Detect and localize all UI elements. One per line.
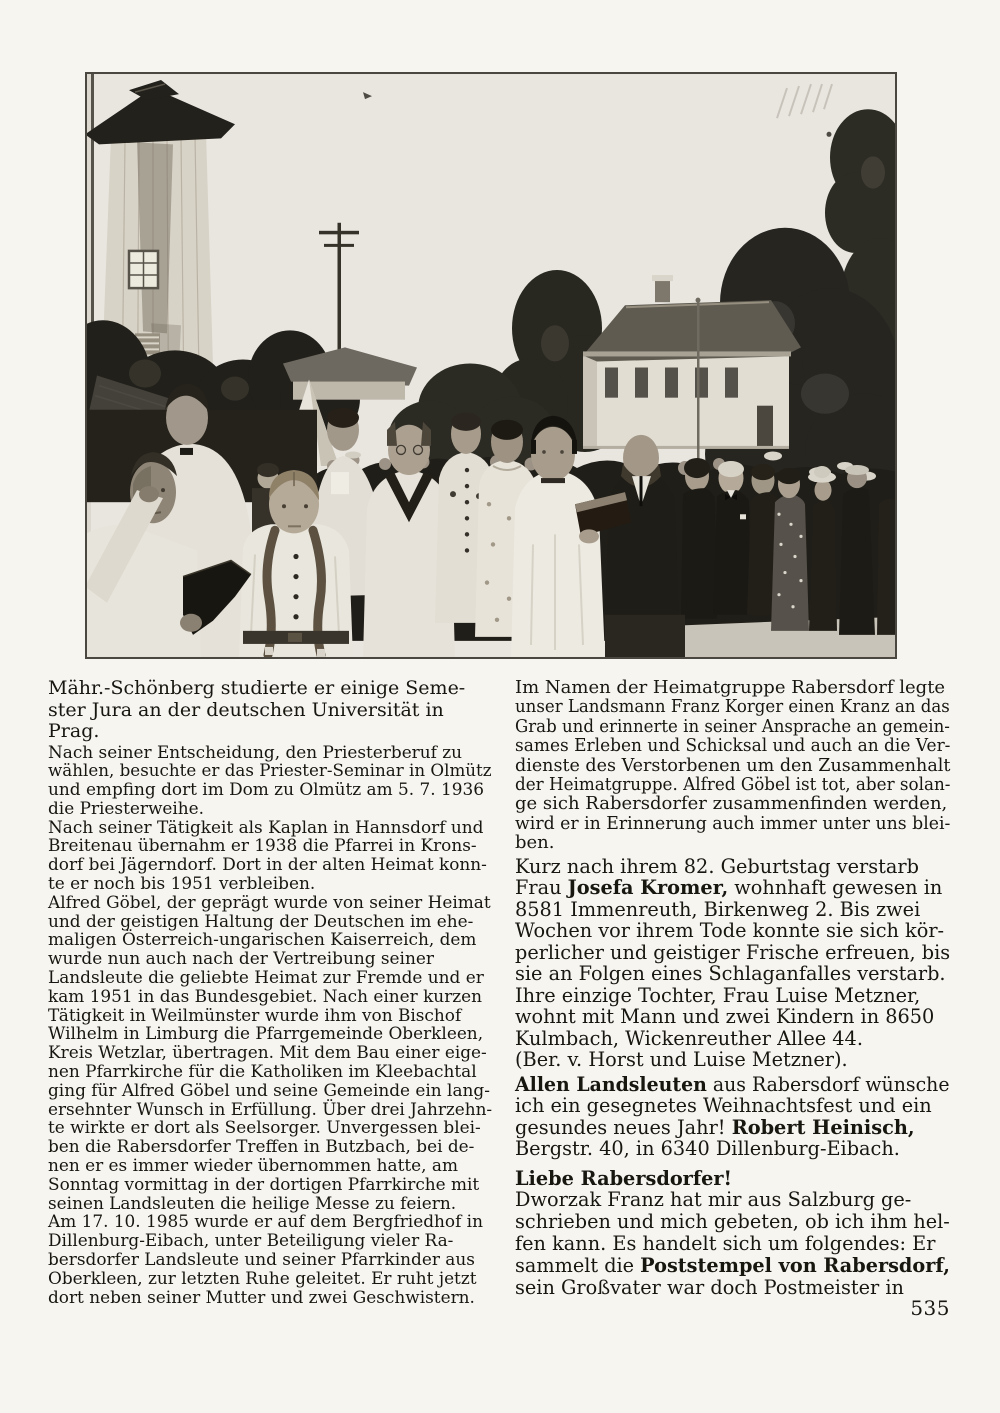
text: aus Rabersdorf wünsche bbox=[706, 1072, 950, 1096]
text-line bbox=[48, 780, 492, 799]
text-line bbox=[48, 912, 492, 931]
bold-text: Allen Landsleuten bbox=[515, 1072, 707, 1096]
text: sames Erleben und Schicksal und auch an die Ver- bbox=[515, 735, 951, 757]
text: fen kann. Es handelt sich um folgendes: Er bbox=[515, 1232, 936, 1256]
text: wird er in Erinnerung auch immer unter uns blei- bbox=[515, 812, 951, 834]
text: ersehnter Wunsch in Erfüllung. Über drei Jahrzehn- bbox=[48, 1098, 493, 1119]
text-line bbox=[48, 1006, 492, 1025]
text-line bbox=[48, 855, 492, 874]
text: Bergstr. 40, in 6340 Dillenburg-Eibach. bbox=[515, 1137, 900, 1161]
text-line bbox=[48, 1269, 492, 1288]
text-line bbox=[48, 1062, 492, 1081]
text: sie an Folgen eines Schlaganfalles verstarb. bbox=[515, 962, 946, 986]
paragraph bbox=[515, 1168, 950, 1299]
text: Frau bbox=[515, 876, 568, 900]
text-line bbox=[48, 1081, 492, 1100]
text-line bbox=[515, 754, 951, 776]
text: wohnhaft gewesen in bbox=[728, 876, 943, 900]
text-line bbox=[48, 1250, 492, 1269]
paragraph bbox=[48, 678, 492, 743]
text: Dworzak Franz hat mir aus Salzburg ge- bbox=[515, 1188, 912, 1212]
text-line bbox=[48, 678, 492, 700]
text-line bbox=[515, 985, 950, 1007]
text-line bbox=[515, 794, 950, 813]
text-line bbox=[48, 930, 492, 949]
text-line bbox=[515, 696, 950, 718]
text-line bbox=[515, 899, 950, 921]
text: der Heimatgruppe. Alfred Göbel ist tot, aber solan- bbox=[515, 774, 951, 796]
text-line bbox=[515, 1233, 950, 1255]
text: Dillenburg-Eibach, unter Beteiligung vieler Ra- bbox=[48, 1230, 454, 1251]
text: Prag. bbox=[48, 720, 100, 742]
paragraph bbox=[515, 856, 950, 1071]
text: Am 17. 10. 1985 wurde er auf dem Bergfriedhof in bbox=[48, 1211, 483, 1232]
text: und der geistigen Haltung der Deutschen im ehe- bbox=[48, 910, 474, 931]
text-line bbox=[48, 1194, 492, 1213]
text-line bbox=[515, 1095, 950, 1117]
text-line bbox=[515, 877, 950, 899]
text-line bbox=[515, 942, 949, 964]
procession-photo bbox=[85, 72, 897, 659]
text: nen er es immer wieder übernommen hatte, am bbox=[48, 1155, 459, 1176]
text: nen Pfarrkirche für die Katholiken im Kleebachtal bbox=[48, 1061, 477, 1082]
paragraph bbox=[48, 1212, 492, 1306]
text: schrieben und mich gebeten, ob ich ihm hel- bbox=[515, 1210, 950, 1234]
text-line bbox=[515, 1028, 950, 1050]
text-line bbox=[515, 1138, 950, 1160]
text: Nach seiner Tätigkeit als Kaplan in Hannsdorf und bbox=[48, 816, 484, 837]
text: ster Jura an der deutschen Universität in bbox=[48, 698, 444, 721]
text: te er noch bis 1951 verbleiben. bbox=[48, 873, 316, 894]
text: (Ber. v. Horst und Luise Metzner). bbox=[515, 1048, 848, 1072]
paragraph bbox=[48, 743, 492, 818]
text-line bbox=[48, 1175, 492, 1194]
text-line bbox=[515, 856, 950, 878]
text-line bbox=[515, 963, 950, 985]
text: ge sich Rabersdorfer zusammenfinden werden, bbox=[515, 793, 948, 815]
text: ben die Rabersdorfer Treffen in Butzbach, bei de- bbox=[48, 1136, 475, 1157]
text: Landsleute die geliebte Heimat zur Fremde und er bbox=[48, 967, 484, 988]
text: wurde nun auch nach der Vertreibung seiner bbox=[48, 948, 434, 969]
text: gesundes neues Jahr! bbox=[515, 1115, 732, 1139]
text-line bbox=[515, 678, 950, 697]
text: Ihre einzige Tochter, Frau Luise Metzner, bbox=[515, 983, 921, 1007]
text-line bbox=[48, 987, 492, 1006]
paragraph bbox=[48, 893, 492, 1213]
text: Kurz nach ihrem 82. Geburtstag verstarb bbox=[515, 854, 919, 878]
text-line bbox=[515, 1117, 950, 1139]
text: Sonntag vormittag in der dortigen Pfarrkirche mit bbox=[48, 1173, 480, 1194]
text: bersdorfer Landsleute und seiner Pfarrkinder aus bbox=[48, 1249, 475, 1270]
text: ging für Alfred Göbel und seine Gemeinde ein lang- bbox=[48, 1079, 490, 1100]
bold-text: Josefa Kromer, bbox=[567, 876, 729, 900]
text: maligen Österreich-ungarischen Kaiserreich, dem bbox=[48, 929, 477, 950]
text-line bbox=[48, 721, 492, 743]
text-line bbox=[515, 833, 950, 852]
bold-text: Liebe Rabersdorfer! bbox=[515, 1166, 733, 1190]
text-line bbox=[48, 700, 492, 722]
text: dorf bei Jägerndorf. Dort in der alten Heimat konn- bbox=[48, 854, 487, 875]
text-line bbox=[515, 715, 950, 737]
text-line bbox=[515, 774, 951, 796]
text-line bbox=[515, 920, 950, 942]
bold-text: Robert Heinisch, bbox=[731, 1115, 915, 1139]
text: dort neben seiner Mutter und zwei Geschwistern. bbox=[48, 1286, 475, 1307]
mast bbox=[91, 72, 94, 363]
text-line bbox=[515, 1006, 950, 1028]
text-line bbox=[515, 1049, 950, 1071]
text-line bbox=[515, 735, 951, 757]
text-line bbox=[48, 1118, 492, 1137]
text: unser Landsmann Franz Korger einen Kranz an das bbox=[515, 696, 950, 718]
text: die Priesterweihe. bbox=[48, 797, 205, 818]
text: Breitenau übernahm er 1938 die Pfarrei in Krons- bbox=[48, 835, 477, 856]
text-line bbox=[48, 1212, 492, 1231]
text-line bbox=[515, 1168, 950, 1190]
text-line bbox=[48, 949, 492, 968]
text: Tätigkeit in Weilmünster wurde ihm von Bischof bbox=[48, 1004, 462, 1025]
left-column bbox=[48, 678, 492, 1306]
page-number: 535 bbox=[910, 1296, 950, 1320]
text-line bbox=[48, 893, 492, 912]
text-line bbox=[48, 968, 492, 987]
text-line bbox=[48, 1043, 492, 1062]
paragraph bbox=[48, 818, 492, 893]
text: ben. bbox=[515, 832, 555, 854]
text: wählen, besuchte er das Priester-Seminar in Olmütz bbox=[48, 760, 492, 781]
text-line bbox=[48, 1231, 492, 1250]
text: Kreis Wetzlar, übertragen. Mit dem Bau einer eige- bbox=[48, 1042, 487, 1063]
right-column bbox=[515, 678, 950, 1298]
text-line bbox=[48, 760, 492, 781]
text-line bbox=[48, 818, 492, 837]
paragraph bbox=[515, 678, 950, 853]
text: Grab und erinnerte in seiner Ansprache an gemein- bbox=[515, 715, 950, 737]
text-line bbox=[515, 1072, 950, 1096]
text: kam 1951 in das Bundesgebiet. Nach einer kurzen bbox=[48, 985, 483, 1006]
text: und empfing dort im Dom zu Olmütz am 5. 7. 1936 bbox=[48, 779, 484, 800]
text-line bbox=[515, 1189, 950, 1211]
text: Wilhelm in Limburg die Pfarrgemeinde Oberkleen, bbox=[48, 1023, 484, 1044]
text: Alfred Göbel, der geprägt wurde von seiner Heimat bbox=[48, 891, 491, 912]
text-line bbox=[515, 812, 951, 834]
text-line bbox=[48, 1288, 492, 1307]
text-line bbox=[48, 874, 492, 893]
text: Wochen vor ihrem Tode konnte sie sich kör- bbox=[515, 919, 945, 943]
text: seinen Landsleuten die heilige Messe zu feiern. bbox=[48, 1192, 457, 1213]
text-line bbox=[48, 836, 492, 855]
text-line bbox=[48, 743, 492, 762]
text: ich ein gesegnetes Weihnachtsfest und ein bbox=[515, 1094, 932, 1118]
text: Mähr.-Schönberg studierte er einige Seme- bbox=[48, 677, 466, 699]
text: 8581 Immenreuth, Birkenweg 2. Bis zwei bbox=[515, 897, 921, 921]
bold-text: Poststempel von Rabersdorf, bbox=[640, 1253, 950, 1277]
text-line bbox=[48, 1137, 492, 1156]
text-line bbox=[48, 1156, 492, 1175]
text: dienste des Verstorbenen um den Zusammenhalt bbox=[515, 754, 951, 776]
text: sammelt die bbox=[515, 1253, 641, 1277]
text-line bbox=[48, 1100, 491, 1119]
text: te wirkte er dort als Seelsorger. Unvergessen blei- bbox=[48, 1117, 481, 1138]
text: Kulmbach, Wickenreuther Allee 44. bbox=[515, 1026, 863, 1050]
text: wohnt mit Mann und zwei Kindern in 8650 bbox=[515, 1005, 935, 1029]
text-line bbox=[515, 1211, 949, 1233]
paragraph bbox=[515, 1074, 950, 1160]
text: Oberkleen, zur letzten Ruhe geleitet. Er ruht jetzt bbox=[48, 1267, 477, 1288]
text: perlicher und geistiger Frische erfreuen, bis bbox=[515, 940, 951, 964]
text: Nach seiner Entscheidung, den Priesterberuf zu bbox=[48, 741, 463, 762]
text-line bbox=[515, 1255, 949, 1277]
text-line bbox=[48, 1024, 492, 1043]
text: sein Großvater war doch Postmeister in bbox=[515, 1275, 904, 1299]
text-line bbox=[48, 799, 492, 818]
text: Im Namen der Heimatgruppe Rabersdorf legte bbox=[515, 677, 946, 698]
